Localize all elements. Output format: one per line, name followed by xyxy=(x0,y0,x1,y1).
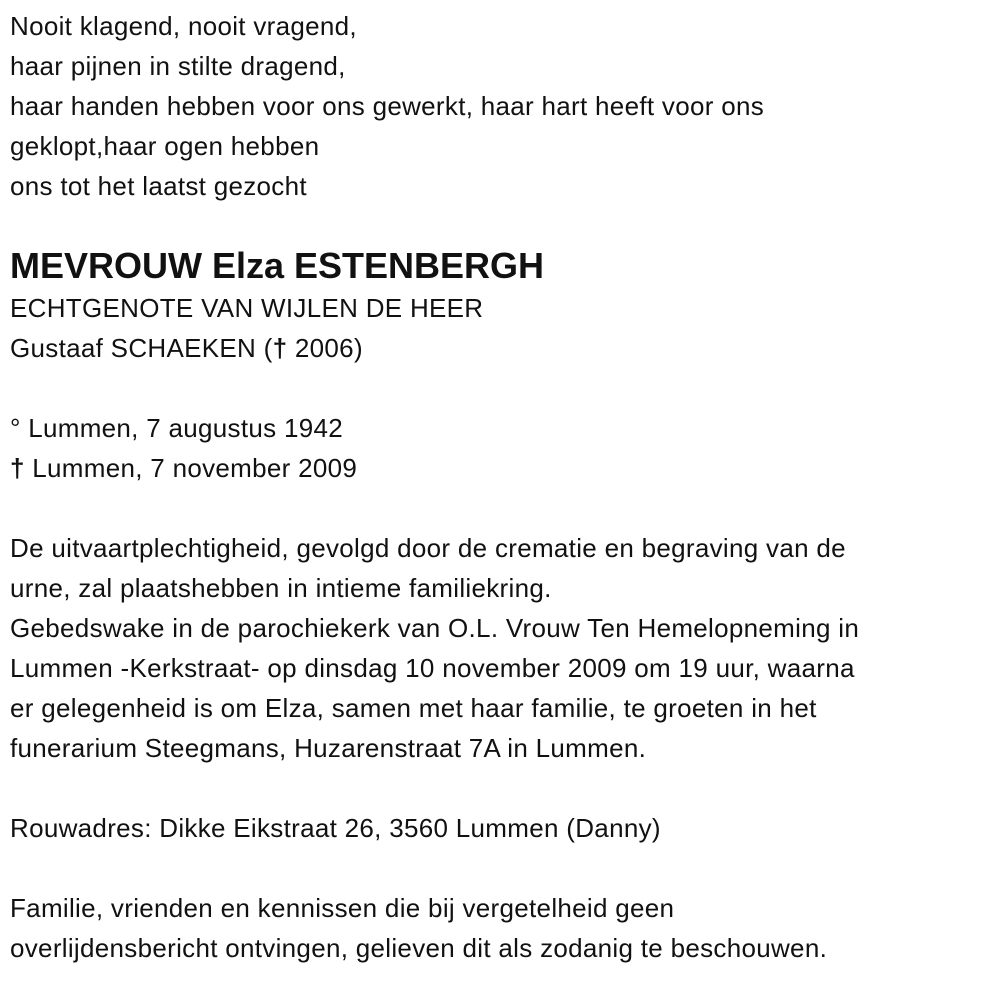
poem xyxy=(10,6,990,206)
cross-icon: † xyxy=(272,333,288,363)
details-line: er gelegenheid is om Elza, samen met haar familie, te groeten in het xyxy=(10,693,817,723)
spouse-title: ECHTGENOTE VAN WIJLEN DE HEER xyxy=(10,293,484,323)
spouse-name-text: Gustaaf SCHAEKEN ( xyxy=(10,333,273,363)
details-line: De uitvaartplechtigheid, gevolgd door de crematie en begraving van de xyxy=(10,533,846,563)
spouse-death-year: 2006) xyxy=(287,333,363,363)
deceased-name: MEVROUW Elza ESTENBERGH xyxy=(10,245,545,286)
poem-line: geklopt,haar ogen hebben xyxy=(10,131,320,161)
birth-text: Lummen, 7 augustus 1942 xyxy=(20,413,344,443)
mourning-address: Rouwadres: Dikke Eikstraat 26, 3560 Lummen (Danny) xyxy=(10,813,661,843)
birth-info xyxy=(10,408,990,448)
cross-icon: † xyxy=(10,453,25,483)
poem-line: Nooit klagend, nooit vragend, xyxy=(10,11,357,41)
details-line: funerarium Steegmans, Huzarenstraat 7A in Lummen. xyxy=(10,733,647,763)
death-text: Lummen, 7 november 2009 xyxy=(24,453,358,483)
details-line: Lummen -Kerkstraat- op dinsdag 10 november 2009 om 19 uur, waarna xyxy=(10,653,855,683)
details-line: urne, zal plaatshebben in intieme familiekring. xyxy=(10,573,552,603)
funeral-details xyxy=(10,528,990,768)
birth-symbol-icon: ° xyxy=(10,413,21,443)
details-line: Gebedswake in de parochiekerk van O.L. Vrouw Ten Hemelopneming in xyxy=(10,613,860,643)
closing-line: overlijdensbericht ontvingen, gelieven dit als zodanig te beschouwen. xyxy=(10,933,828,963)
poem-line: haar pijnen in stilte dragend, xyxy=(10,51,346,81)
poem-line: haar handen hebben voor ons gewerkt, haar hart heeft voor ons xyxy=(10,91,765,121)
closing-line: Familie, vrienden en kennissen die bij vergetelheid geen xyxy=(10,893,675,923)
poem-line: ons tot het laatst gezocht xyxy=(10,171,307,201)
closing-note xyxy=(10,888,990,968)
death-info xyxy=(10,448,990,488)
spouse-name xyxy=(10,328,990,368)
